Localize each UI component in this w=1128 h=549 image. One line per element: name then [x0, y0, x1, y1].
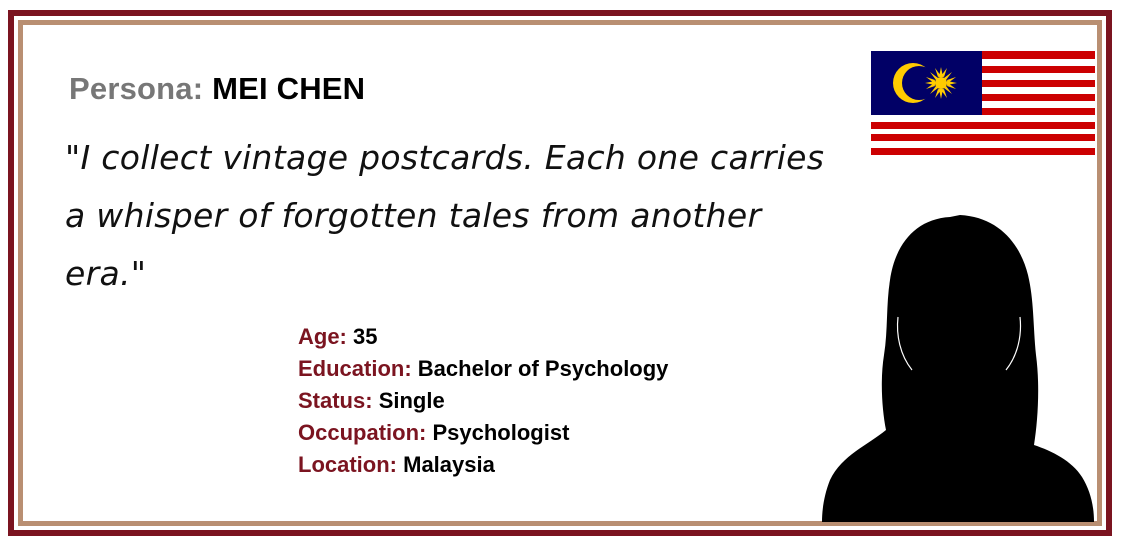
fact-value: Bachelor of Psychology: [417, 356, 669, 381]
fact-occupation: [298, 417, 668, 449]
fact-value: Malaysia: [403, 452, 495, 477]
fact-key: Age:: [298, 324, 347, 349]
fact-key: Occupation:: [298, 420, 427, 445]
fact-key: Status:: [298, 388, 373, 413]
fact-age: [298, 321, 668, 353]
persona-facts: [298, 321, 668, 481]
persona-card: [8, 10, 1112, 536]
fact-status: [298, 385, 668, 417]
fact-key: Education:: [298, 356, 412, 381]
persona-quote: "I collect vintage postcards. Each one carries a whisper of forgotten tales from another era.": [65, 138, 825, 293]
persona-name: MEI CHEN: [212, 71, 366, 106]
fact-value: Single: [378, 388, 445, 413]
persona-label: Persona:: [69, 71, 204, 106]
malaysia-flag-icon: [871, 51, 1095, 155]
fact-key: Location:: [298, 452, 397, 477]
fact-value: 35: [353, 324, 378, 349]
fact-location: [298, 449, 668, 481]
persona-title: [69, 71, 365, 107]
female-silhouette-icon: [820, 205, 1096, 522]
fact-education: [298, 353, 668, 385]
persona-card-inner: [18, 20, 1102, 526]
fact-value: Psychologist: [432, 420, 570, 445]
